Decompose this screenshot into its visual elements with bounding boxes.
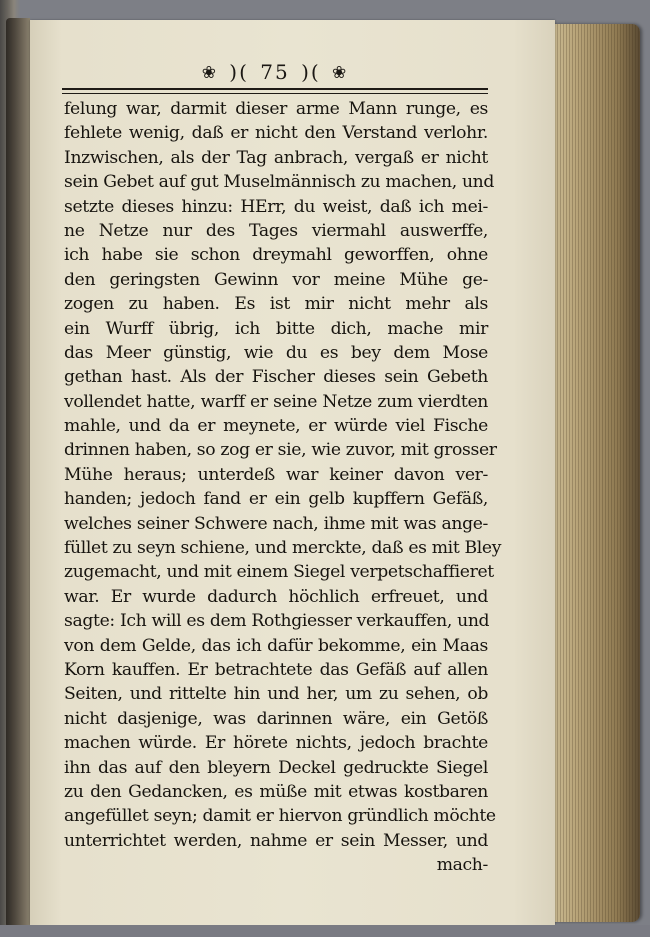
text-line: den geringsten Gewinn vor meine Mühe ge-	[64, 269, 488, 290]
text-line: war. Er wurde dadurch höchlich erfreuet, und	[64, 586, 488, 607]
text-line: unterrichtet werden, nahme er sein Messer, und	[64, 830, 488, 851]
text-line: zu den Gedancken, es müße mit etwas kostbaren	[64, 781, 488, 802]
text-line: vollendet hatte, warff er seine Netze zum vierdten	[64, 391, 488, 412]
text-line: machen würde. Er hörete nichts, jedoch brachte	[64, 733, 488, 754]
text-line: ich habe sie schon dreymahl geworffen, ohne	[64, 245, 488, 266]
text-line: fehlete wenig, daß er nicht den Verstand verlohr.	[64, 123, 488, 144]
catchword: mach-	[436, 855, 488, 876]
page-number: 75	[260, 60, 290, 84]
text-line: Seiten, und rittelte hin und her, um zu sehen, ob	[64, 684, 488, 705]
text-line: felung war, darmit dieser arme Mann runge, es	[64, 99, 488, 119]
header-paren-right: )(	[301, 60, 321, 84]
text-line: drinnen haben, so zog er sie, wie zuvor, mit grosser	[64, 440, 497, 461]
text-line: setzte dieses hinzu: HErr, du weist, daß ich mei-	[64, 196, 488, 217]
text-line: das Meer günstig, wie du es bey dem Mose	[64, 342, 488, 363]
body-text	[64, 97, 502, 878]
text-line: ihn das auf den bleyern Deckel gedruckte Siegel	[64, 757, 488, 778]
book-fore-edge	[548, 24, 640, 922]
text-line: sein Gebet auf gut Muselmännisch zu machen, und	[64, 172, 495, 193]
text-line: welches seiner Schwere nach, ihme mit was ange-	[64, 513, 488, 534]
ornament-right-icon: ❀	[332, 63, 349, 83]
header-paren-left: )(	[229, 60, 249, 84]
scan-bottom-margin	[0, 925, 650, 937]
book-spine-edge	[6, 18, 30, 928]
text-line: zogen zu haben. Es ist mir nicht mehr als	[64, 294, 488, 315]
text-line: handen; jedoch fand er ein gelb kupffern Gefäß,	[64, 489, 488, 510]
text-line: Mühe heraus; unterdeß war keiner davon ver-	[64, 464, 488, 485]
text-line: sagte: Ich will es dem Rothgiesser verkauffen, und	[64, 611, 490, 632]
text-line: angefüllet seyn; damit er hiervon gründlich möchte	[64, 806, 496, 827]
text-line: Inzwischen, als der Tag anbrach, vergaß er nicht	[64, 147, 488, 168]
text-line: füllet zu seyn schiene, und merckte, daß es mit Bley	[64, 538, 502, 559]
text-line: mahle, und da er meynete, er würde viel Fische	[64, 416, 488, 437]
text-line: ein Wurff übrig, ich bitte dich, mache mir	[64, 318, 488, 339]
text-line: von dem Gelde, das ich dafür bekomme, ein Maas	[64, 635, 488, 656]
text-line: gethan hast. Als der Fischer dieses sein Gebeth	[64, 367, 488, 388]
text-line: zugemacht, und mit einem Siegel verpetschaffieret	[64, 562, 494, 583]
text-line: nicht dasjenige, was darinnen wäre, ein Getöß	[64, 708, 488, 729]
text-line: ne Netze nur des Tages viermahl auswerffe,	[64, 220, 488, 241]
text-line: Korn kauffen. Er betrachtete das Gefäß auf allen	[64, 659, 488, 680]
header-rule	[62, 88, 488, 94]
page-header	[60, 60, 490, 90]
ornament-left-icon: ❀	[201, 63, 218, 83]
